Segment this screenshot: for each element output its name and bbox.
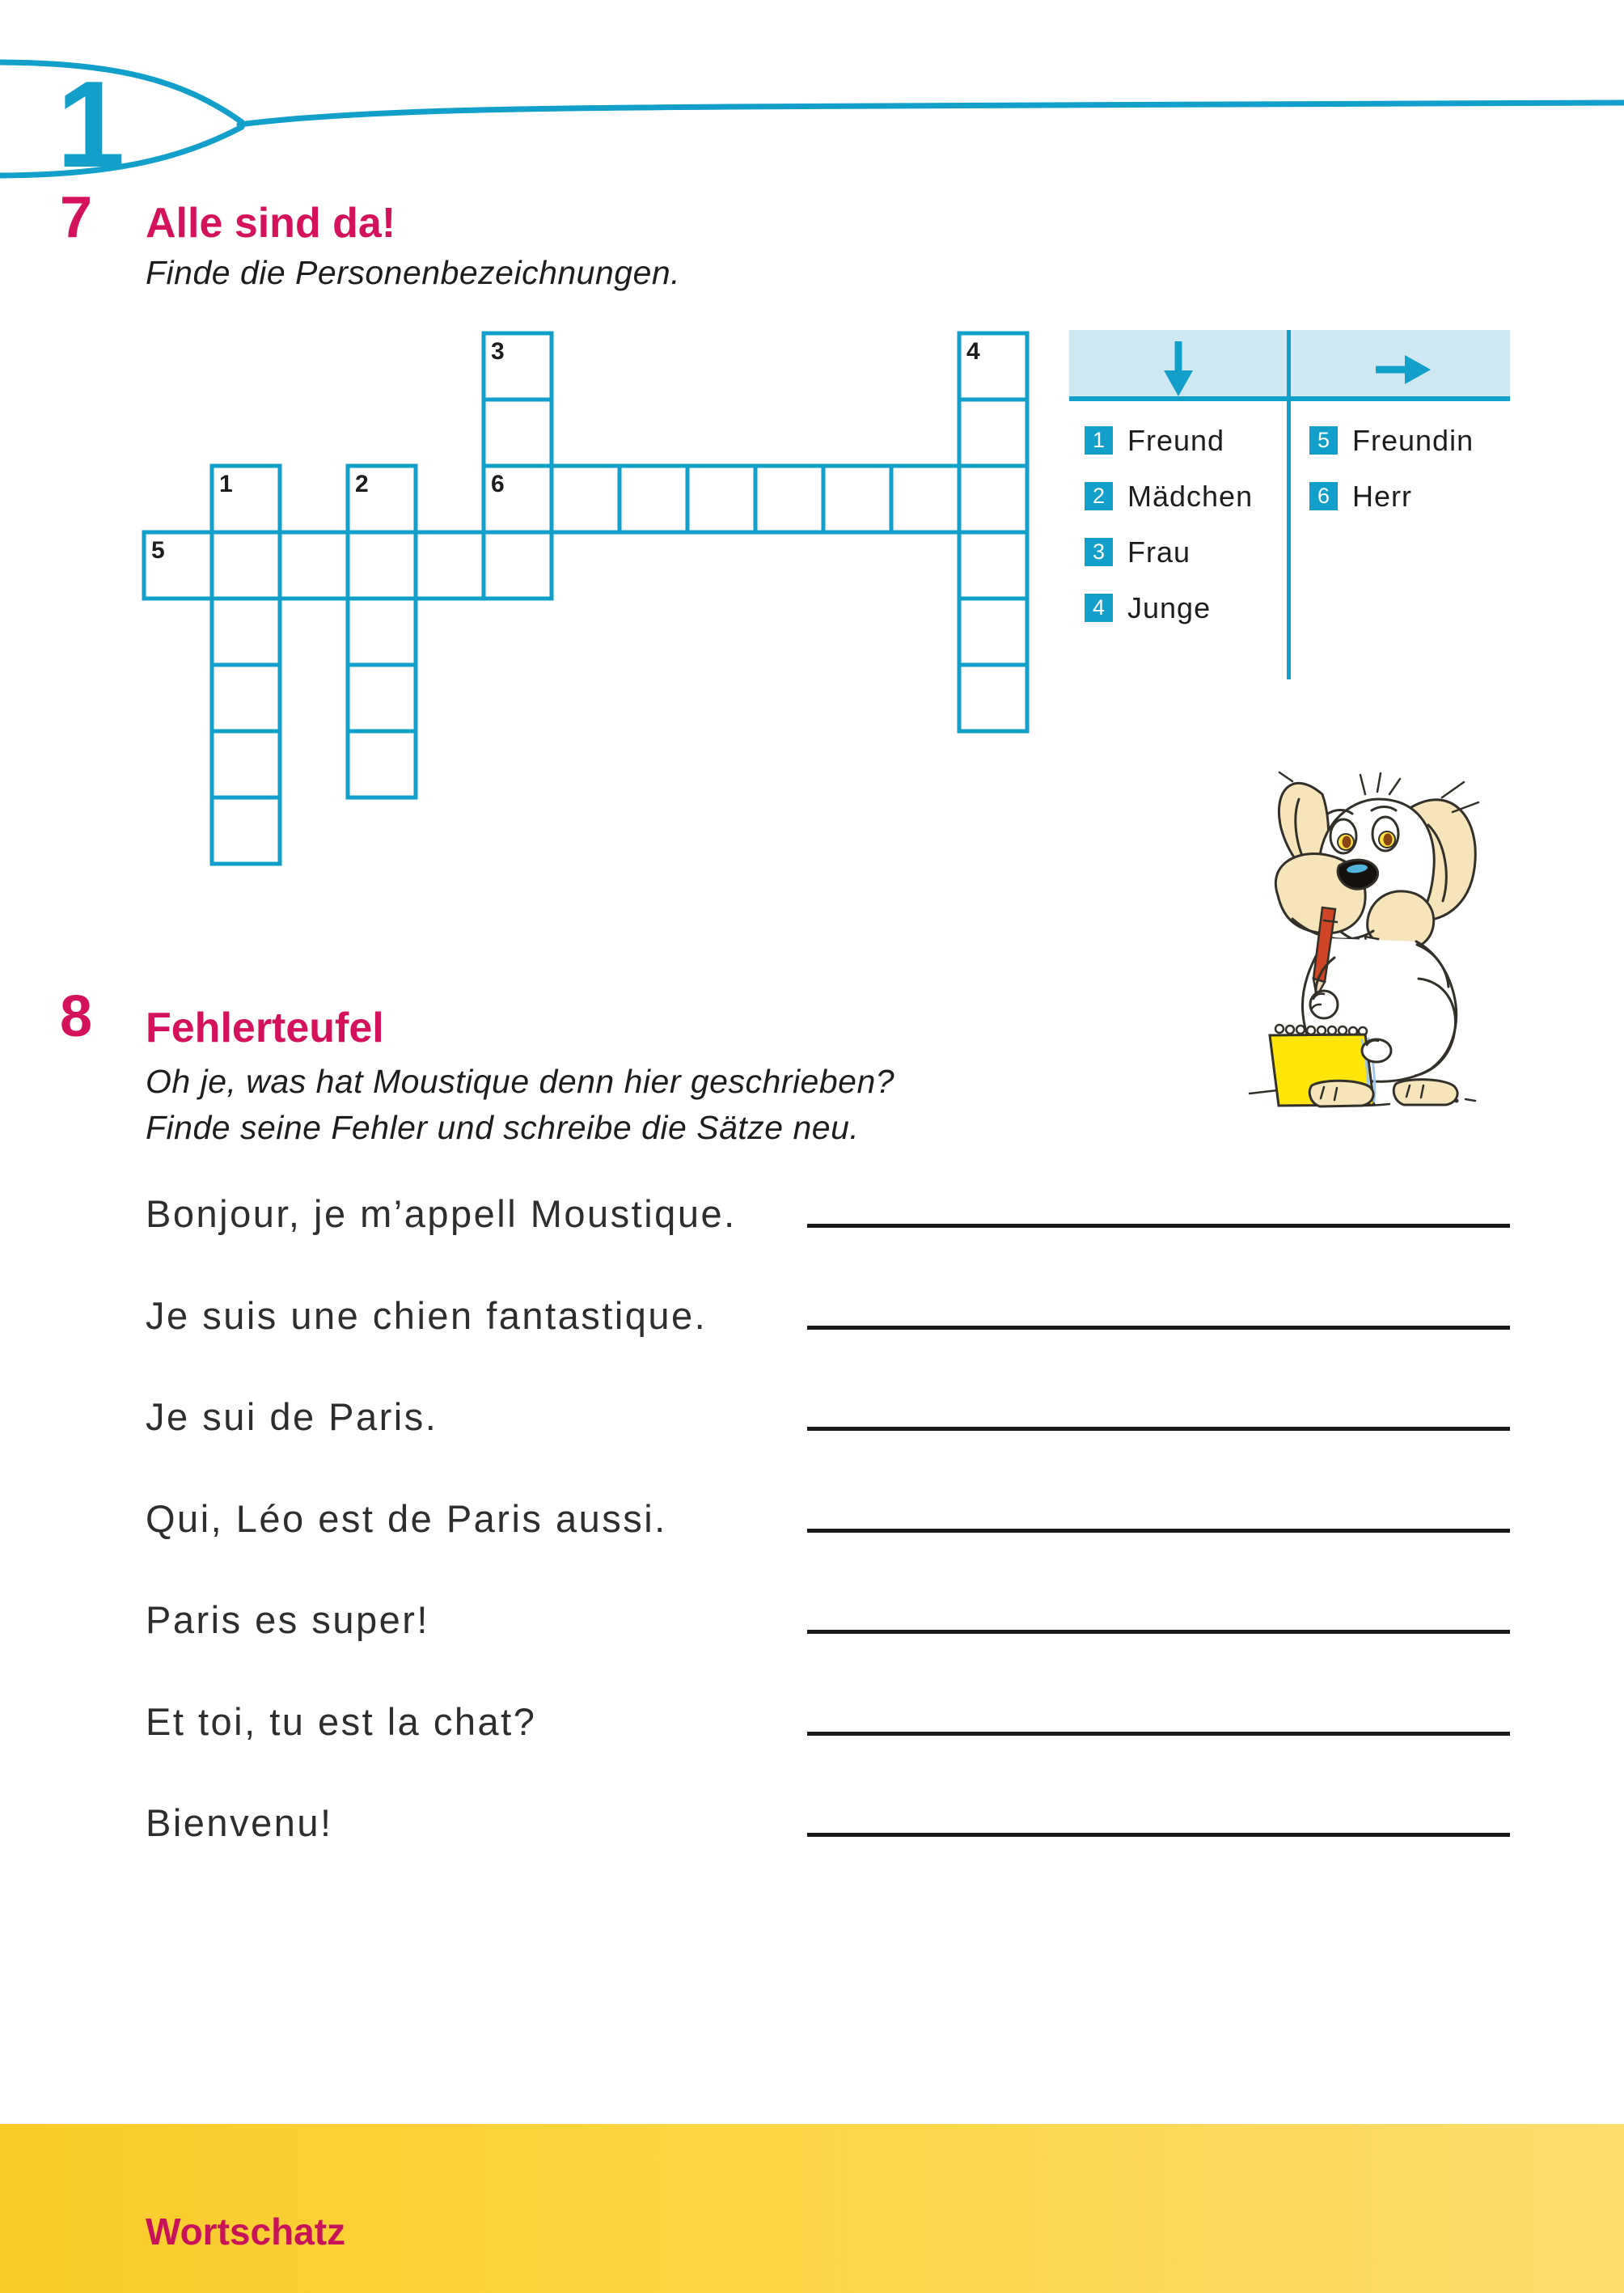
legend-column-divider [1287,330,1291,679]
legend-item-2 [1085,479,1254,513]
legend-number-badge-6: 6 [1309,482,1338,510]
crossword-cell-4-4[interactable] [959,532,1027,599]
answer-line-6[interactable] [807,1732,1510,1736]
answer-line-5[interactable] [807,1630,1510,1634]
sentence-7: Bienvenu! [146,1801,333,1844]
crossword-number-4: 4 [966,338,980,365]
legend-number-badge-3: 3 [1085,538,1113,566]
legend-label-4: Junge [1127,590,1212,624]
legend-label-5: Freundin [1352,423,1474,457]
legend-number-badge-2: 2 [1085,482,1113,510]
crossword-cell-5-3[interactable] [280,532,348,599]
exercise8-subtitle-line1: Oh je, was hat Moustique denn hier geschrieben? [146,1063,895,1100]
exercise7-subtitle: Finde die Personenbezeichnungen. [146,254,681,291]
crossword-cell-2-3[interactable] [348,599,416,665]
crossword-grid [0,0,1132,930]
sentence-5: Paris es super! [146,1598,429,1641]
legend-number-badge-4: 4 [1085,594,1113,622]
legend-item-4 [1085,590,1212,624]
unit-number: 1 [57,56,125,193]
answer-line-1[interactable] [807,1224,1510,1228]
crossword-cell-5-4[interactable] [348,532,416,599]
crossword-cell-5-5[interactable] [416,532,484,599]
legend-number-badge-1: 1 [1085,426,1113,455]
legend-label-6: Herr [1352,479,1412,513]
legend-item-5 [1309,423,1474,457]
footer-band [0,2124,1624,2293]
moustique-illustration [1245,770,1488,1114]
crossword-cell-5-2[interactable] [212,532,280,599]
exercise8-title: Fehlerteufel [146,1005,384,1051]
exercise7-number: 7 [60,185,93,250]
crossword-cell-4-6[interactable] [959,665,1027,731]
footer-label: Wortschatz [146,2211,346,2253]
legend-label-1: Freund [1127,423,1225,457]
sentence-3: Je sui de Paris. [146,1395,438,1438]
crossword-cell-3-2[interactable] [484,400,552,466]
sentence-4: Qui, Léo est de Paris aussi. [146,1497,667,1540]
crossword-cell-4-5[interactable] [959,599,1027,665]
crossword-cell-2-5[interactable] [348,731,416,797]
crossword-number-5: 5 [151,537,165,564]
legend-item-3 [1085,535,1191,569]
crossword-cell-1-3[interactable] [212,599,280,665]
legend-item-1 [1085,423,1225,457]
sentence-6: Et toi, tu est la chat? [146,1700,537,1743]
legend-item-6 [1309,479,1412,513]
crossword-cell-1-4[interactable] [212,665,280,731]
crossword-number-6: 6 [491,471,505,497]
crossword-cell-5-6[interactable] [484,532,552,599]
crossword-cell-6-8[interactable] [959,466,1027,532]
crossword-number-3: 3 [491,338,505,365]
crossword-cell-2-4[interactable] [348,665,416,731]
crossword-cell-6-6[interactable] [823,466,891,532]
answer-line-2[interactable] [807,1326,1510,1330]
legend-number-badge-5: 5 [1309,426,1338,455]
arrow-right-icon [1374,353,1432,386]
arrow-down-icon [1162,340,1195,398]
crossword-number-2: 2 [355,471,369,497]
exercise7-title: Alle sind da! [146,200,396,247]
crossword-cell-1-6[interactable] [212,797,280,864]
crossword-cell-6-2[interactable] [552,466,620,532]
crossword-cell-6-7[interactable] [891,466,959,532]
crossword-cell-6-5[interactable] [755,466,823,532]
crossword-cell-4-2[interactable] [959,400,1027,466]
answer-line-4[interactable] [807,1529,1510,1533]
exercise8-number: 8 [60,984,93,1049]
sentence-2: Je suis une chien fantastique. [146,1294,708,1337]
crossword-cell-6-3[interactable] [620,466,687,532]
legend-label-3: Frau [1127,535,1191,569]
crossword-cell-6-4[interactable] [687,466,755,532]
crossword-cell-1-5[interactable] [212,731,280,797]
sentence-1: Bonjour, je m’appell Moustique. [146,1192,737,1235]
crossword-number-1: 1 [219,471,233,497]
exercise8-subtitle-line2: Finde seine Fehler und schreibe die Sätze neu. [146,1109,860,1146]
answer-line-7[interactable] [807,1833,1510,1837]
answer-line-3[interactable] [807,1427,1510,1431]
legend-label-2: Mädchen [1127,479,1254,513]
